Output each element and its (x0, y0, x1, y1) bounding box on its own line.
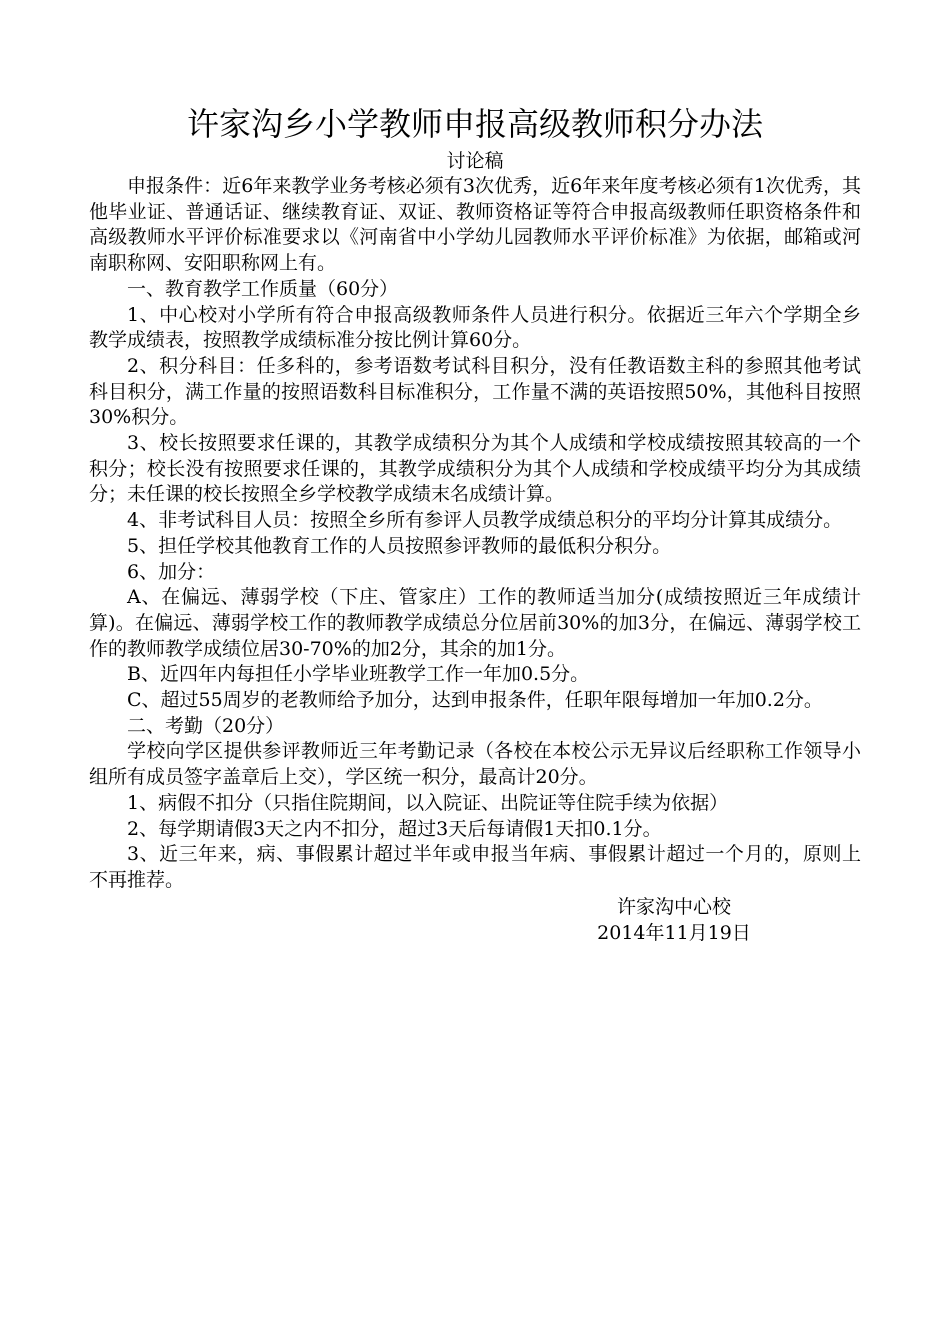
paragraph-item: 1、病假不扣分（只指住院期间，以入院证、出院证等住院手续为依据） (127, 791, 729, 814)
document-title: 许家沟乡小学教师申报高级教师积分办法 (186, 105, 763, 143)
paragraph-item: A、在偏远、薄弱学校（下庄、管家庄）工作的教师适当加分(成绩按照近三年成绩计算)。在偏远、薄弱学校工作的教师教学成绩总分位居前30%的加3分，在偏远、薄弱学校工作的教师教学成绩位居30-70%的加2分，其余的加1分。 (89, 586, 861, 660)
document-page (89, 100, 861, 946)
paragraph-item: 3、近三年来，病、事假累计超过半年或申报当年病、事假累计超过一个月的，原则上不再推荐。 (89, 843, 861, 891)
section-heading-quality: 一、教育教学工作质量（60分） (127, 277, 399, 300)
paragraph-conditions: 申报条件：近6年来教学业务考核必须有3次优秀，近6年来年度考核必须有1次优秀，其他毕业证、普通话证、继续教育证、双证、教师资格证等符合申报高级教师任职资格条件和高级教师水平评价标准要求以《河南省中小学幼儿园教师水平评价标准》为依据，邮箱或河南职称网、安阳职称网上有。 (89, 175, 861, 275)
paragraph-item: 2、积分科目：任多科的，参考语数考试科目积分，没有任教语数主科的参照其他考试科目积分，满工作量的按照语数科目标准积分，工作量不满的英语按照50%，其他科目按照30%积分。 (89, 354, 861, 429)
section-heading-attendance: 二、考勤（20分） (127, 714, 285, 737)
paragraph-item: 2、每学期请假3天之内不扣分，超过3天后每请假1天扣0.1分。 (127, 817, 662, 840)
document-body (89, 174, 861, 894)
paragraph-item: 3、校长按照要求任课的，其教学成绩积分为其个人成绩和学校成绩按照其较高的一个积分；校长没有按照要求任课的，其教学成绩积分为其个人成绩和学校成绩平均分为其成绩分；未任课的校长按照全乡学校教学成绩末名成绩计算。 (89, 432, 861, 506)
signature-date: 2014年11月19日 (597, 921, 751, 944)
paragraph-item: 学校向学区提供参评教师近三年考勤记录（各校在本校公示无异议后经职称工作领导小组所有成员签字盖章后上交），学区统一积分，最高计20分。 (89, 740, 861, 789)
paragraph-item: B、近四年内每担任小学毕业班教学工作一年加0.5分。 (127, 663, 590, 686)
paragraph-item: 5、担任学校其他教育工作的人员按照参评教师的最低积分积分。 (127, 534, 672, 557)
paragraph-item: C、超过55周岁的老教师给予加分，达到申报条件，任职年限每增加一年加0.2分。 (127, 689, 823, 712)
paragraph-item: 1、中心校对小学所有符合申报高级教师条件人员进行积分。依据近三年六个学期全乡教学成绩表，按照教学成绩标准分按比例计算60分。 (89, 303, 861, 352)
signature-org: 许家沟中心校 (616, 895, 731, 918)
document-subtitle: 讨论稿 (446, 150, 504, 172)
paragraph-item: 4、非考试科目人员：按照全乡所有参评人员教学成绩总积分的平均分计算其成绩分。 (127, 509, 843, 532)
paragraph-item: 6、加分： (127, 560, 216, 583)
